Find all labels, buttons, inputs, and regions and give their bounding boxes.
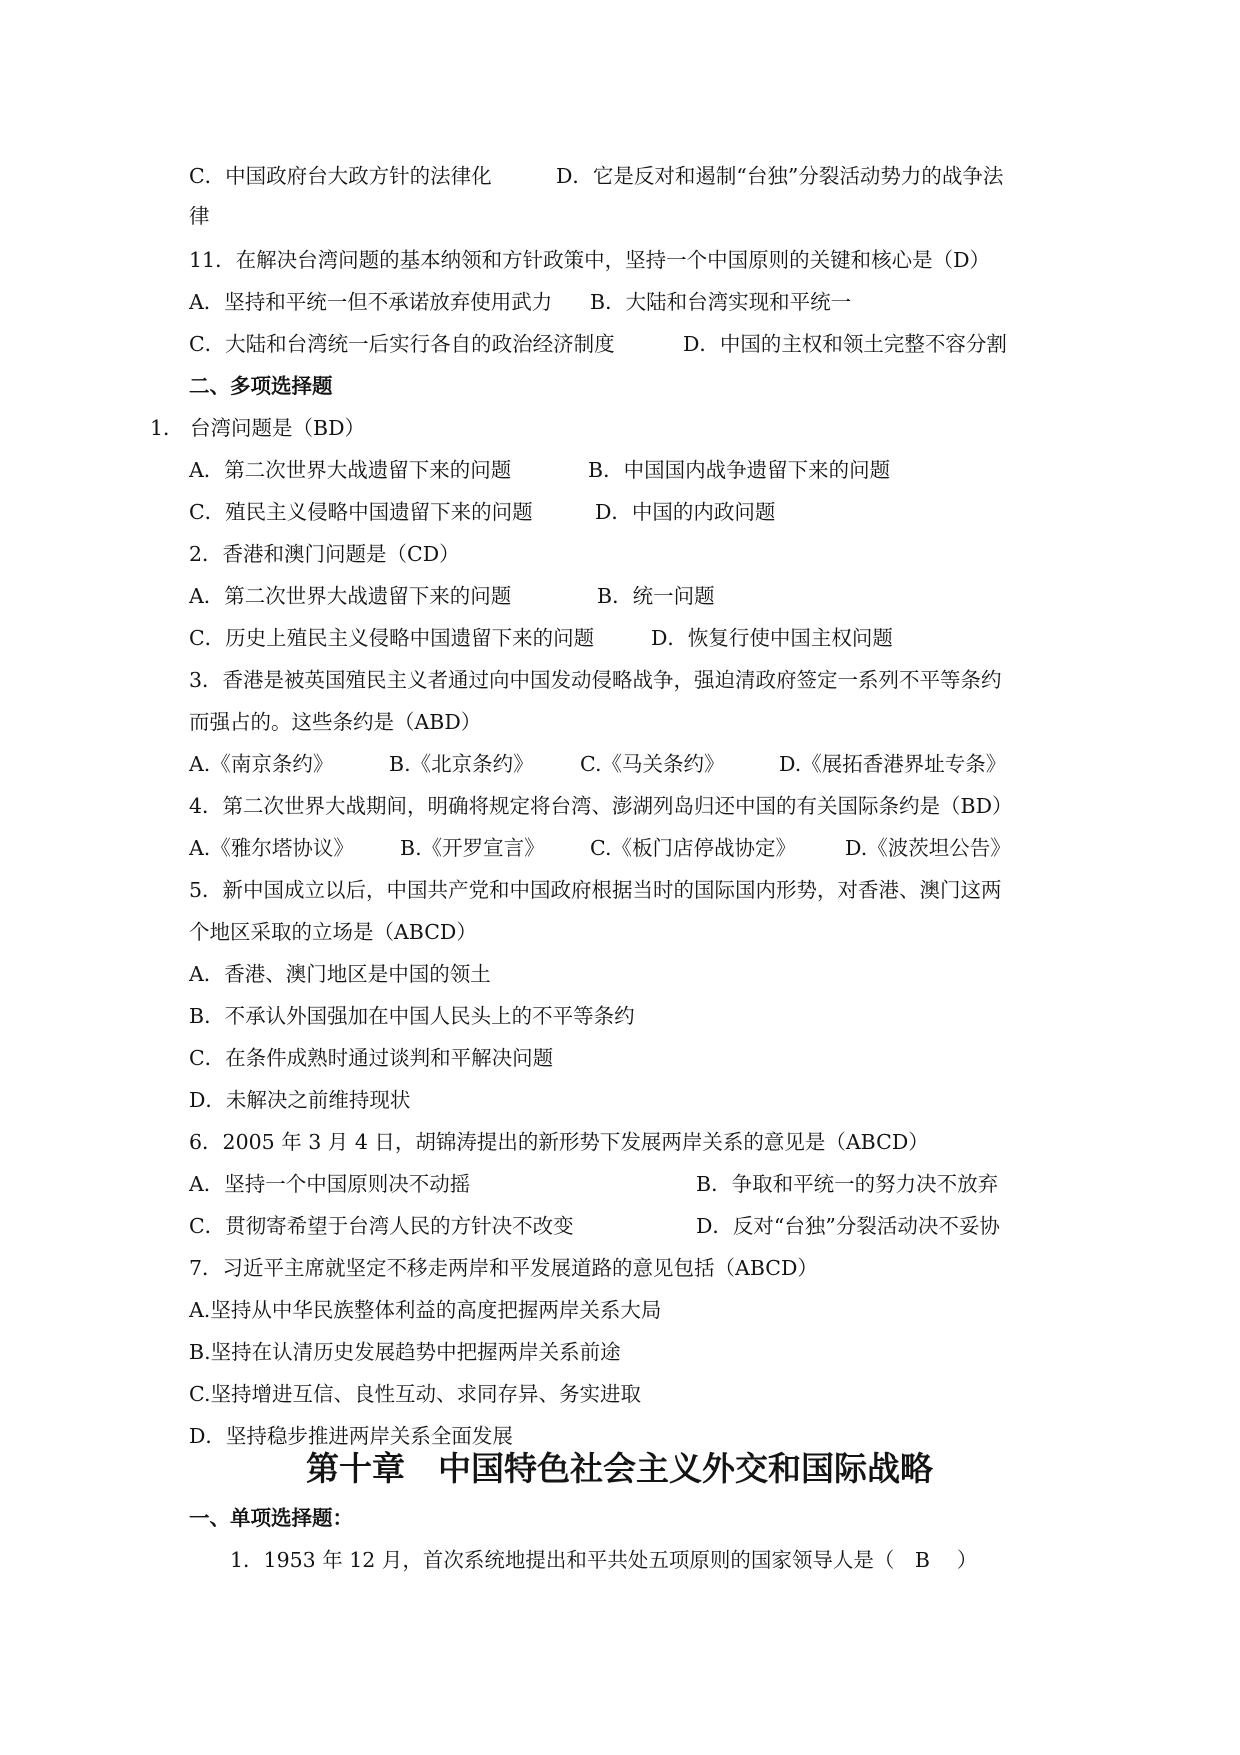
section-heading-single-choice: 一、单项选择题： bbox=[189, 1506, 353, 1530]
q10-option-d-continuation: 律 bbox=[189, 204, 210, 228]
mc-q3-option-a: A.《南京条约》 bbox=[189, 752, 334, 776]
q11-option-d: D．中国的主权和领土完整不容分割 bbox=[683, 332, 1007, 356]
mc-q7-option-b: B.坚持在认清历史发展趋势中把握两岸关系前途 bbox=[189, 1340, 621, 1364]
q11-option-c: C．大陆和台湾统一后实行各自的政治经济制度 bbox=[189, 332, 615, 356]
mc-q1-option-d: D．中国的内政问题 bbox=[595, 500, 776, 524]
q11-option-a: A．坚持和平统一但不承诺放弃使用武力 bbox=[189, 290, 553, 314]
mc-q2-option-c: C．历史上殖民主义侵略中国遗留下来的问题 bbox=[189, 626, 595, 650]
mc-q4-option-d: D.《波茨坦公告》 bbox=[845, 836, 1011, 860]
ch10-q1-stem: 1．1953 年 12 月，首次系统地提出和平共处五项原则的国家领导人是（ B ） bbox=[230, 1548, 978, 1572]
section-heading-multiple-choice: 二、多项选择题 bbox=[189, 374, 333, 398]
mc-q7-stem: 7．习近平主席就坚定不移走两岸和平发展道路的意见包括（ABCD） bbox=[189, 1256, 818, 1280]
mc-q3-stem-line1: 3．香港是被英国殖民主义者通过向中国发动侵略战争，强迫清政府签定一系列不平等条约 bbox=[189, 668, 1002, 692]
mc-q4-option-c: C.《板门店停战协定》 bbox=[590, 836, 796, 860]
mc-q5-stem-line1: 5．新中国成立以后，中国共产党和中国政府根据当时的国际国内形势，对香港、澳门这两 bbox=[189, 878, 1002, 902]
mc-q5-option-c: C．在条件成熟时通过谈判和平解决问题 bbox=[189, 1046, 554, 1070]
mc-q1-option-b: B．中国国内战争遗留下来的问题 bbox=[588, 458, 891, 482]
chapter-title: 第十章 中国特色社会主义外交和国际战略 bbox=[306, 1449, 933, 1488]
q11-option-b: B．大陆和台湾实现和平统一 bbox=[590, 290, 852, 314]
q10-option-d: D．它是反对和遏制“台独”分裂活动势力的战争法 bbox=[556, 164, 1004, 188]
mc-q4-stem: 4．第二次世界大战期间，明确将规定将台湾、澎湖列岛归还中国的有关国际条约是（BD） bbox=[189, 794, 1013, 818]
mc-q3-option-c: C.《马关条约》 bbox=[580, 752, 725, 776]
mc-q6-option-a: A．坚持一个中国原则决不动摇 bbox=[189, 1172, 471, 1196]
q11-stem: 11．在解决台湾问题的基本纳领和方针政策中，坚持一个中国原则的关键和核心是（D） bbox=[189, 248, 991, 272]
mc-q3-option-b: B.《北京条约》 bbox=[389, 752, 534, 776]
mc-q6-stem: 6．2005 年 3 月 4 日，胡锦涛提出的新形势下发展两岸关系的意见是（ABCD） bbox=[189, 1130, 929, 1154]
q10-option-c: C．中国政府台大政方针的法律化 bbox=[189, 164, 492, 188]
mc-q3-stem-line2: 而强占的。这些条约是（ABD） bbox=[189, 710, 482, 734]
mc-q6-option-d: D．反对“台独”分裂活动决不妥协 bbox=[696, 1214, 1000, 1238]
mc-q3-option-d: D.《展拓香港界址专条》 bbox=[779, 752, 1007, 776]
mc-q5-option-a: A．香港、澳门地区是中国的领土 bbox=[189, 962, 491, 986]
mc-q5-option-d: D．未解决之前维持现状 bbox=[189, 1088, 411, 1112]
mc-q1-stem: 1． 台湾问题是（BD） bbox=[150, 416, 366, 440]
mc-q2-stem: 2．香港和澳门问题是（CD） bbox=[189, 542, 460, 566]
mc-q1-option-c: C．殖民主义侵略中国遗留下来的问题 bbox=[189, 500, 533, 524]
mc-q4-option-b: B.《开罗宣言》 bbox=[400, 836, 545, 860]
mc-q7-option-a: A.坚持从中华民族整体利益的高度把握两岸关系大局 bbox=[189, 1298, 662, 1322]
mc-q5-option-b: B．不承认外国强加在中国人民头上的不平等条约 bbox=[189, 1004, 635, 1028]
mc-q7-option-d: D．坚持稳步推进两岸关系全面发展 bbox=[189, 1424, 513, 1448]
mc-q2-option-b: B．统一问题 bbox=[597, 584, 715, 608]
mc-q6-option-c: C．贯彻寄希望于台湾人民的方针决不改变 bbox=[189, 1214, 574, 1238]
mc-q4-option-a: A.《雅尔塔协议》 bbox=[189, 836, 354, 860]
mc-q1-option-a: A．第二次世界大战遗留下来的问题 bbox=[189, 458, 512, 482]
mc-q5-stem-line2: 个地区采取的立场是（ABCD） bbox=[189, 920, 477, 944]
mc-q2-option-d: D．恢复行使中国主权问题 bbox=[651, 626, 893, 650]
mc-q6-option-b: B．争取和平统一的努力决不放弃 bbox=[696, 1172, 999, 1196]
mc-q2-option-a: A．第二次世界大战遗留下来的问题 bbox=[189, 584, 512, 608]
mc-q7-option-c: C.坚持增进互信、良性互动、求同存异、务实进取 bbox=[189, 1382, 641, 1406]
